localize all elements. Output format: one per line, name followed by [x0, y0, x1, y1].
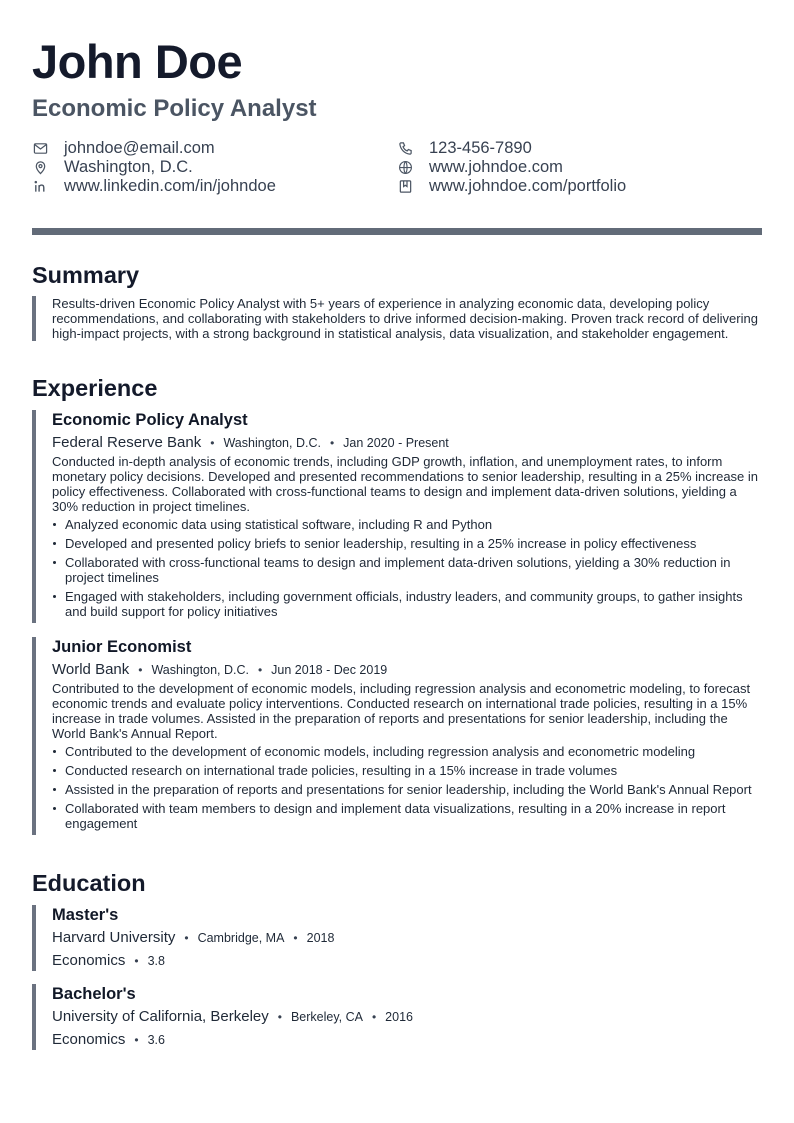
field-of-study: Economics: [52, 952, 126, 969]
list-item: Developed and presented policy briefs to senior leadership, resulting in a 25% increase in policy effectiveness: [52, 536, 762, 551]
phone-link[interactable]: 123-456-7890: [429, 139, 532, 157]
contact-email: [32, 139, 276, 158]
contact-portfolio: [397, 177, 626, 196]
company-name: World Bank: [52, 661, 130, 678]
list-item: Conducted research on international trade policies, resulting in a 15% increase in trade volumes: [52, 763, 762, 778]
job-description: Conducted in-depth analysis of economic trends, including GDP growth, inflation, and unemployment rates, to inform monetary policy decisions. Developed and presented recommendations to senior leadership, resulting in a 25% increase in policy effectiveness. Collaborated with cross-functional teams to design and implement data-driven solutions, yielding a 30% reduction in project timelines.: [52, 454, 759, 514]
experience-entry: [32, 410, 762, 623]
job-title: Economic Policy Analyst: [52, 411, 248, 429]
school-name: University of California, Berkeley: [52, 1008, 269, 1025]
company-name: Federal Reserve Bank: [52, 434, 202, 451]
separator-dot: •: [257, 663, 263, 677]
portfolio-link[interactable]: www.johndoe.com/portfolio: [429, 177, 627, 195]
separator-dot: •: [277, 1010, 282, 1024]
map-pin-icon: [32, 160, 48, 176]
contact-website: [397, 158, 626, 177]
school-meta: [52, 1007, 762, 1027]
separator-dot: •: [210, 436, 215, 450]
job-dates: Jun 2018 - Dec 2019: [271, 663, 388, 677]
list-item: Analyzed economic data using statistical software, including R and Python: [52, 517, 762, 532]
job-bullets: [52, 744, 762, 831]
graduation-year: 2016: [385, 1010, 413, 1024]
job-description: Contributed to the development of economic models, including regression analysis and econometric modeling, to forecast economic trends and evaluate policy interventions. Conducted research on international trade policies, resulting in a 15% increase in trade volumes. Assisted in the preparation of reports and presentations for senior leadership, including the World Bank's Annual Report.: [52, 681, 751, 741]
list-item: Collaborated with cross-functional teams to design and implement data-driven solutions, yielding a 30% reduction in project timelines: [52, 555, 762, 585]
bookmark-icon: [397, 179, 413, 195]
website-link[interactable]: www.johndoe.com: [429, 158, 563, 176]
location-text: Washington, D.C.: [64, 158, 193, 176]
school-location: Cambridge, MA: [197, 931, 285, 945]
job-dates: Jan 2020 - Present: [343, 436, 449, 450]
separator-dot: •: [134, 954, 139, 968]
job-meta: [52, 660, 762, 680]
job-location: Washington, D.C.: [151, 663, 249, 677]
contact-location: [32, 158, 276, 177]
separator-dot: •: [329, 436, 335, 450]
education-entry: [32, 905, 762, 971]
degree-field-meta: [52, 951, 762, 971]
job-meta: [52, 433, 762, 453]
gpa-value: 3.8: [147, 954, 165, 968]
experience-heading: Experience: [32, 375, 158, 401]
separator-dot: •: [138, 663, 143, 677]
list-item: Contributed to the development of economic models, including regression analysis and econometric modeling: [52, 744, 762, 759]
school-name: Harvard University: [52, 929, 176, 946]
job-bullets: [52, 517, 762, 619]
header-divider: [32, 228, 762, 235]
linkedin-icon: [32, 179, 48, 195]
summary-block: [32, 296, 762, 341]
job-location: Washington, D.C.: [223, 436, 321, 450]
separator-dot: •: [184, 931, 189, 945]
degree-title: Bachelor's: [52, 985, 136, 1003]
linkedin-link[interactable]: www.linkedin.com/in/johndoe: [64, 177, 276, 195]
graduation-year: 2018: [306, 931, 335, 945]
list-item: Engaged with stakeholders, including government officials, industry leaders, and community groups, to gather insights and build support for policy initiatives: [52, 589, 762, 619]
email-link[interactable]: johndoe@email.com: [64, 139, 215, 157]
globe-icon: [397, 160, 413, 176]
education-heading: Education: [32, 870, 146, 896]
gpa-value: 3.6: [147, 1033, 165, 1047]
field-of-study: Economics: [52, 1031, 126, 1048]
degree-field-meta: [52, 1030, 762, 1050]
separator-dot: •: [134, 1033, 139, 1047]
contact-phone: [397, 139, 626, 158]
list-item: Assisted in the preparation of reports and presentations for senior leadership, including the World Bank's Annual Report: [52, 782, 762, 797]
separator-dot: •: [293, 931, 298, 945]
candidate-title: Economic Policy Analyst: [32, 95, 317, 122]
contact-info: [32, 139, 762, 199]
summary-text: Results-driven Economic Policy Analyst with 5+ years of experience in analyzing economic data, developing policy recommendations, and collaborating with stakeholders to drive informed decision-making. Proven track record of delivering high-impact projects, with a strong background in statistical analysis, data visualization, and stakeholder engagement.: [52, 296, 758, 341]
summary-heading: Summary: [32, 262, 140, 288]
experience-entry: [32, 637, 762, 835]
school-meta: [52, 928, 762, 948]
education-entry: [32, 984, 762, 1050]
phone-icon: [397, 141, 413, 157]
school-location: Berkeley, CA: [290, 1010, 363, 1024]
degree-title: Master's: [52, 906, 119, 924]
mail-icon: [32, 141, 48, 157]
job-title: Junior Economist: [52, 638, 192, 656]
contact-linkedin: [32, 177, 276, 196]
list-item: Collaborated with team members to design and implement data visualizations, resulting in a 20% increase in report engagement: [52, 801, 762, 831]
separator-dot: •: [371, 1010, 377, 1024]
candidate-name: John Doe: [32, 35, 243, 88]
